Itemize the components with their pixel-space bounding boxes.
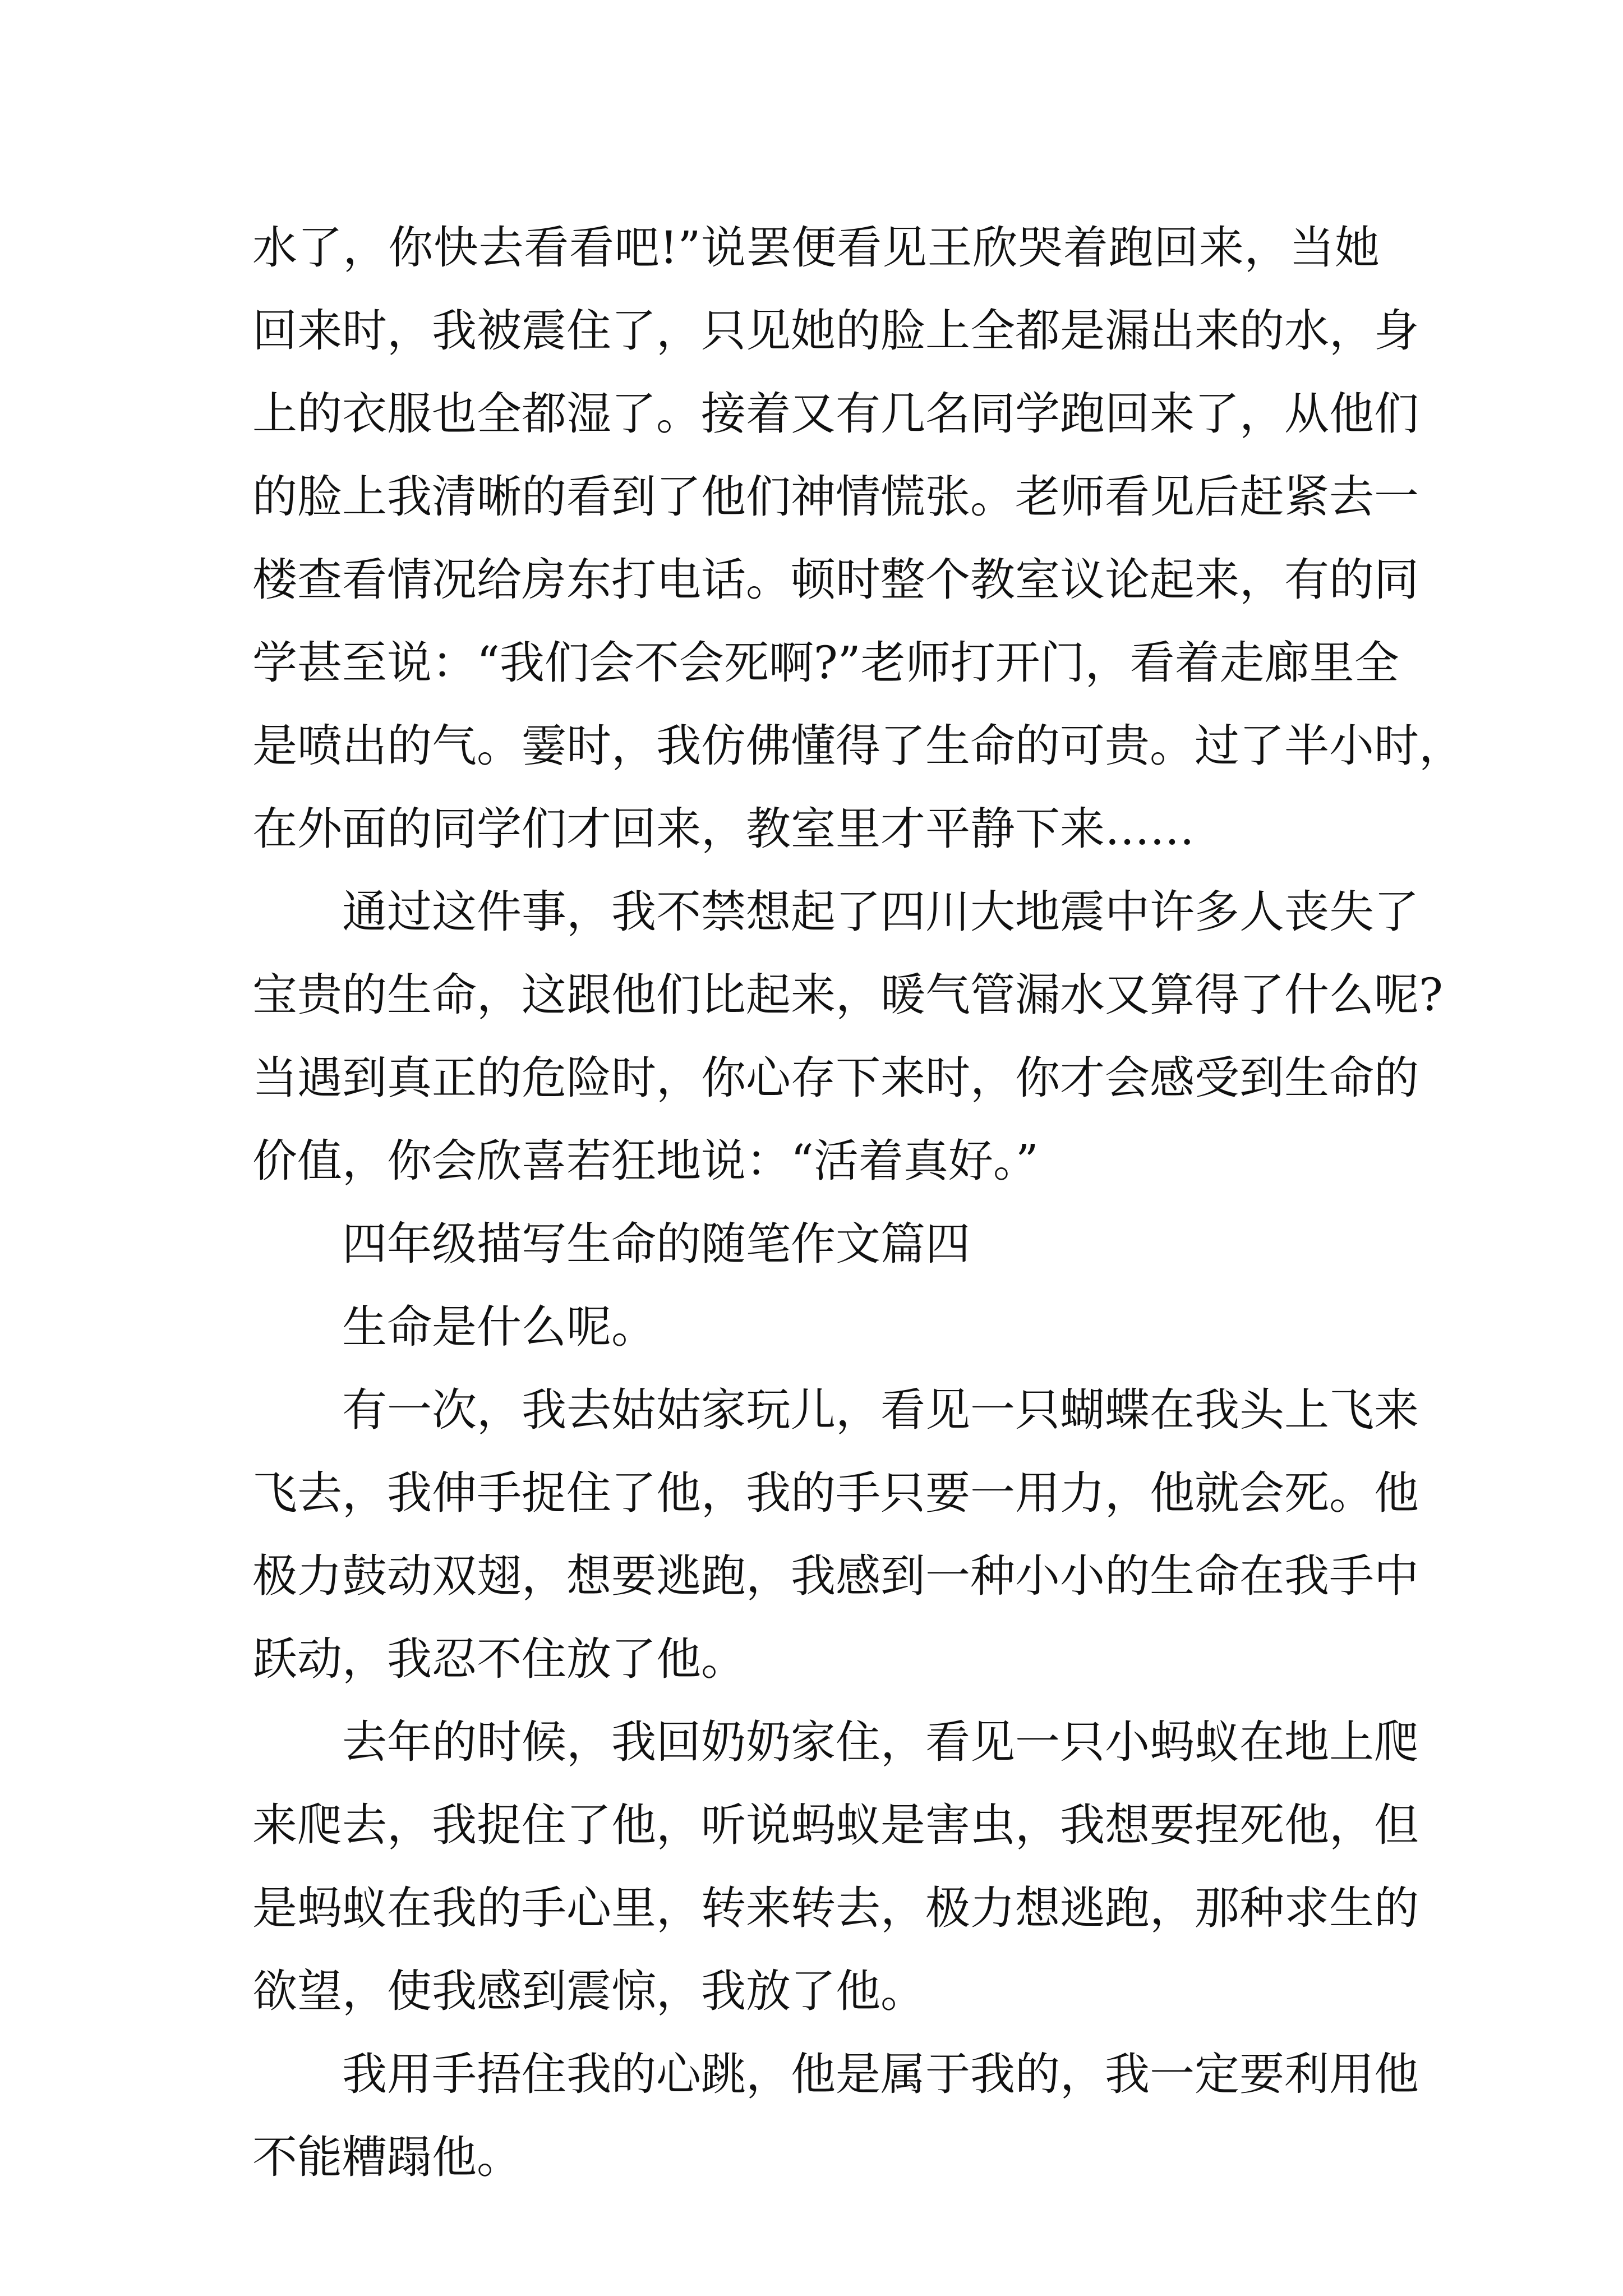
- text-line: 价值，你会欣喜若狂地说：“活着真好。”: [252, 1135, 1039, 1187]
- heading-line: 四年级描写生命的随笔作文篇四: [342, 1218, 970, 1270]
- text-line: 去年的时候，我回奶奶家住，看见一只小蚂蚁在地上爬: [342, 1716, 1419, 1768]
- text-line: 生命是什么呢。: [342, 1301, 656, 1353]
- text-line: 通过这件事，我不禁想起了四川大地震中许多人丧失了: [342, 886, 1419, 938]
- text-line: 当遇到真正的危险时，你心存下来时，你才会感受到生命的: [252, 1052, 1419, 1104]
- paragraph-4: [252, 1369, 1419, 1701]
- text-line: 宝贵的生命，这跟他们比起来，暖气管漏水又算得了什么呢?: [252, 969, 1443, 1021]
- text-line: 有一次，我去姑姑家玩儿，看见一只蝴蝶在我头上飞来: [342, 1384, 1419, 1436]
- text-line: 我用手捂住我的心跳，他是属于我的，我一定要利用他: [342, 2048, 1419, 2100]
- text-line: 极力鼓动双翅，想要逃跑，我感到一种小小的生命在我手中: [252, 1550, 1419, 1602]
- text-line: 学甚至说：“我们会不会死啊?”老师打开门，看着走廊里全: [252, 637, 1399, 689]
- paragraph-5: [252, 1701, 1419, 2033]
- document-body: [252, 206, 1464, 2199]
- text-line: 不能糟蹋他。: [252, 2131, 522, 2183]
- paragraph-3: [252, 1286, 1380, 1369]
- text-line: 是蚂蚁在我的手心里，转来转去，极力想逃跑，那种求生的: [252, 1882, 1419, 1934]
- text-line: 欲望，使我感到震惊，我放了他。: [252, 1965, 925, 2017]
- text-line: 飞去，我伸手捉住了他，我的手只要一用力，他就会死。他: [252, 1467, 1419, 1519]
- text-line: 楼查看情况给房东打电话。顿时整个教室议论起来，有的同: [252, 554, 1419, 606]
- text-line: 在外面的同学们才回来，教室里才平静下来……: [252, 803, 1195, 855]
- text-line: 的脸上我清晰的看到了他们神情慌张。老师看见后赶紧去一: [252, 471, 1419, 523]
- text-line: 上的衣服也全都湿了。接着又有几名同学跑回来了，从他们: [252, 388, 1419, 440]
- section-heading: [252, 1203, 1380, 1286]
- paragraph-6: [252, 2033, 1419, 2199]
- text-line: 是喷出的气。霎时，我仿佛懂得了生命的可贵。过了半小时，: [252, 720, 1464, 772]
- paragraph-2: [252, 871, 1443, 1203]
- text-line: 水了，你快去看看吧!”说罢便看见王欣哭着跑回来，当她: [252, 222, 1380, 274]
- text-line: 跃动，我忍不住放了他。: [252, 1633, 746, 1685]
- text-line: 回来时，我被震住了，只见她的脸上全都是漏出来的水，身: [252, 305, 1419, 357]
- text-line: 来爬去，我捉住了他，听说蚂蚁是害虫，我想要捏死他，但: [252, 1799, 1419, 1851]
- paragraph-1: [252, 206, 1464, 871]
